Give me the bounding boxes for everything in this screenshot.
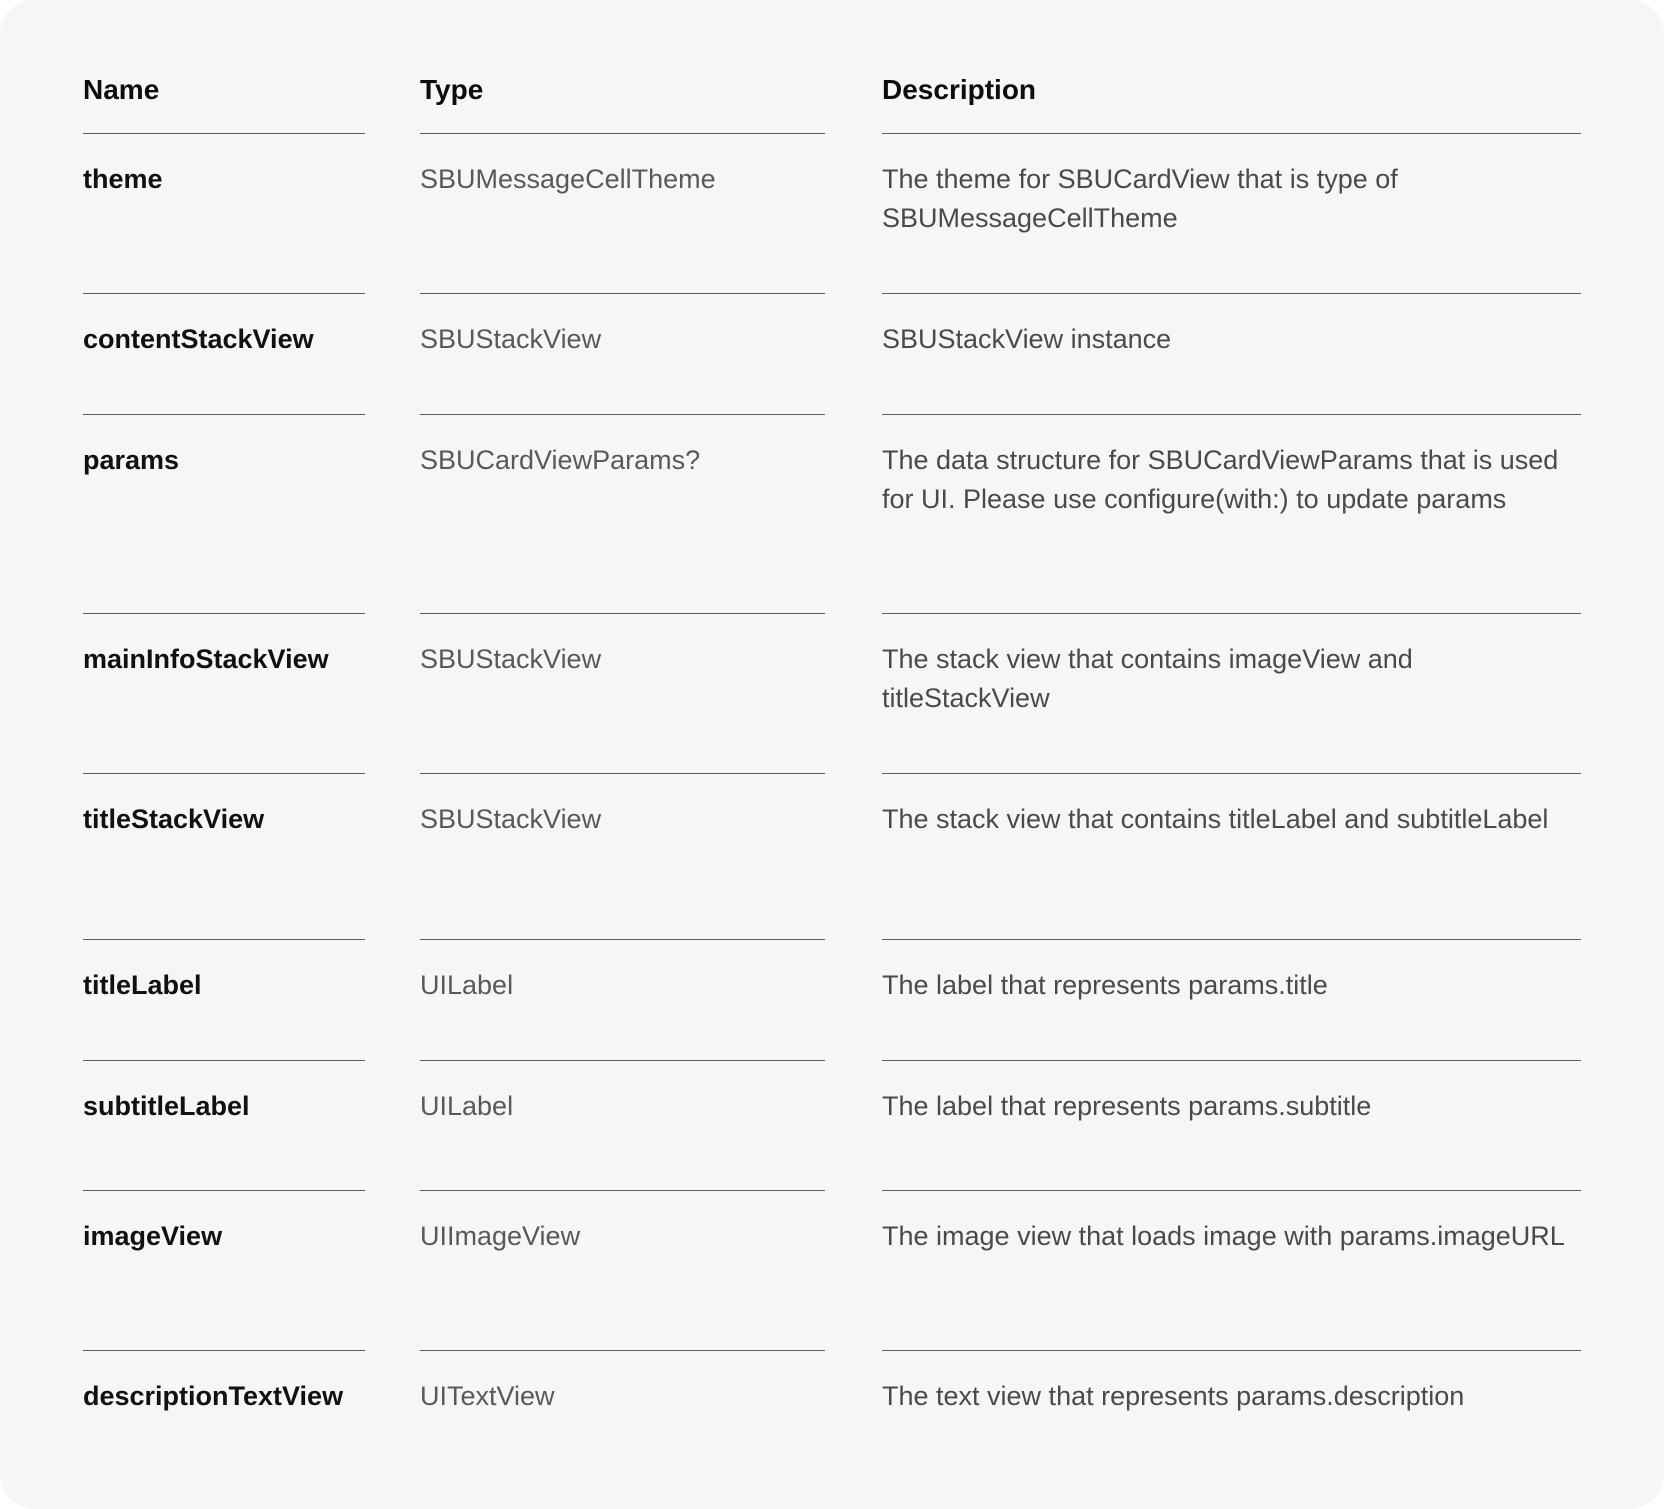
property-type: UILabel	[420, 970, 514, 1000]
cell-description	[882, 134, 1581, 294]
property-type: UIImageView	[420, 1221, 581, 1251]
cell-description	[882, 415, 1581, 614]
table-header	[0, 0, 1664, 134]
property-type: SBUStackView	[420, 804, 602, 834]
cell-description	[882, 774, 1581, 940]
property-type: UILabel	[420, 1091, 514, 1121]
property-description: The data structure for SBUCardViewParams that is used for UI. Please use configure(with:) to update params	[882, 445, 1559, 514]
property-type: SBUCardViewParams?	[420, 445, 701, 475]
property-description: The stack view that contains titleLabel and subtitleLabel	[882, 804, 1549, 834]
property-description: The image view that loads image with params.imageURL	[882, 1221, 1565, 1251]
property-type: SBUStackView	[420, 324, 602, 354]
property-description: SBUStackView instance	[882, 324, 1172, 354]
table-row	[0, 614, 1664, 774]
cell-type	[420, 1191, 825, 1351]
cell-name	[83, 1351, 365, 1451]
property-description: The stack view that contains imageView and titleStackView	[882, 644, 1413, 713]
cell-description	[882, 1351, 1581, 1451]
table-row	[0, 1191, 1664, 1351]
property-type: SBUMessageCellTheme	[420, 164, 716, 194]
property-name: imageView	[83, 1221, 223, 1251]
cell-description	[882, 940, 1581, 1061]
property-name: titleStackView	[83, 804, 265, 834]
header-cell-type	[420, 0, 825, 134]
property-name: descriptionTextView	[83, 1381, 344, 1411]
cell-name	[83, 294, 365, 415]
cell-name	[83, 940, 365, 1061]
property-name: subtitleLabel	[83, 1091, 250, 1121]
property-description: The label that represents params.title	[882, 970, 1328, 1000]
property-name: titleLabel	[83, 970, 202, 1000]
cell-type	[420, 1351, 825, 1451]
property-name: mainInfoStackView	[83, 644, 329, 674]
cell-description	[882, 614, 1581, 774]
cell-name	[83, 134, 365, 294]
cell-description	[882, 1061, 1581, 1191]
table-row	[0, 294, 1664, 415]
cell-type	[420, 415, 825, 614]
cell-description	[882, 1191, 1581, 1351]
cell-type	[420, 614, 825, 774]
cell-type	[420, 940, 825, 1061]
header-description-label: Description	[882, 74, 1037, 105]
cell-type	[420, 134, 825, 294]
header-name-label: Name	[83, 74, 160, 105]
table-row	[0, 1061, 1664, 1191]
cell-name	[83, 1191, 365, 1351]
table-row	[0, 415, 1664, 614]
property-description: The theme for SBUCardView that is type of SBUMessageCellTheme	[882, 164, 1398, 233]
property-description: The label that represents params.subtitle	[882, 1091, 1372, 1121]
header-cell-description	[882, 0, 1581, 134]
property-name: params	[83, 445, 180, 475]
table-row	[0, 940, 1664, 1061]
property-name: contentStackView	[83, 324, 314, 354]
table-row	[0, 134, 1664, 294]
header-cell-name	[83, 0, 365, 134]
cell-description	[882, 294, 1581, 415]
cell-type	[420, 774, 825, 940]
table-row	[0, 1351, 1664, 1451]
cell-name	[83, 614, 365, 774]
table-row	[0, 774, 1664, 940]
cell-name	[83, 774, 365, 940]
property-type: UITextView	[420, 1381, 555, 1411]
cell-name	[83, 415, 365, 614]
cell-name	[83, 1061, 365, 1191]
property-description: The text view that represents params.description	[882, 1381, 1465, 1411]
property-type: SBUStackView	[420, 644, 602, 674]
property-name: theme	[83, 164, 163, 194]
cell-type	[420, 294, 825, 415]
header-type-label: Type	[420, 74, 484, 105]
cell-type	[420, 1061, 825, 1191]
